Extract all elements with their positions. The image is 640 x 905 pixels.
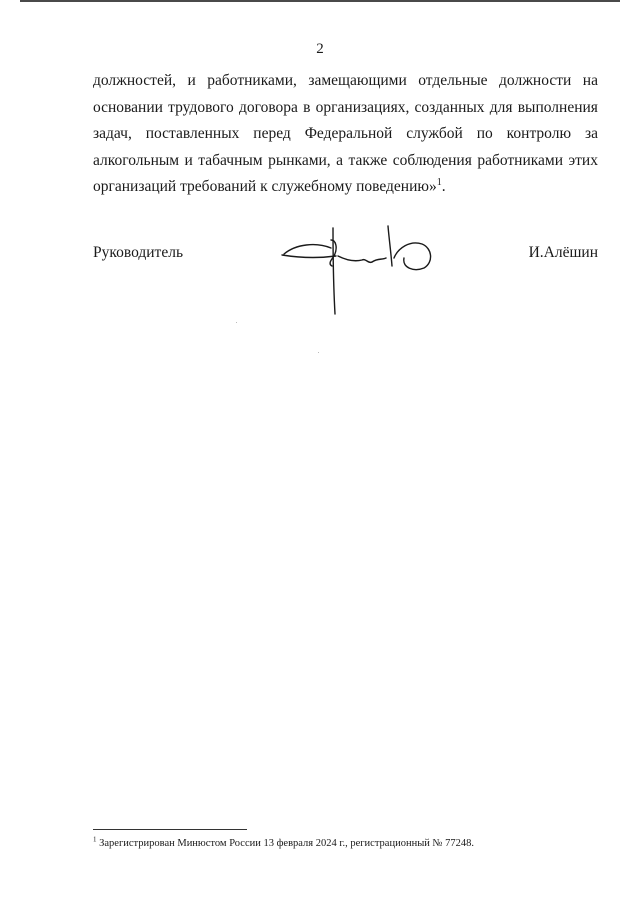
footnote <box>93 835 475 849</box>
body-word: трудового <box>168 98 234 116</box>
body-word: работниками, <box>207 72 297 89</box>
footnote-separator <box>93 829 247 830</box>
body-word: также <box>348 151 388 169</box>
body-word: этих <box>568 151 598 169</box>
body-word: основании <box>93 98 163 116</box>
body-word: и <box>187 72 196 89</box>
body-word: для <box>489 98 513 116</box>
body-word: и <box>184 151 193 169</box>
body-end-punct: . <box>441 178 446 195</box>
scan-speck <box>318 352 319 353</box>
body-word: на <box>582 72 598 89</box>
body-word: за <box>584 125 598 142</box>
page-number: 2 <box>316 41 324 57</box>
page-top-edge <box>20 0 620 2</box>
body-word: замещающими <box>308 72 407 89</box>
body-word: поставленных <box>145 125 240 142</box>
body-word: контролю <box>506 125 572 142</box>
footnote-reference: 1 <box>436 176 442 188</box>
body-line-3 <box>93 121 598 148</box>
body-line-2 <box>93 95 598 122</box>
body-word: выполнения <box>517 98 598 116</box>
body-word: в <box>303 98 311 116</box>
body-word: рынками, <box>268 151 331 169</box>
body-word: табачным <box>198 151 263 169</box>
signatory-title: Руководитель <box>93 244 184 261</box>
body-line-1 <box>93 68 598 95</box>
body-word: отдельные <box>418 72 488 89</box>
body-word: алкогольным <box>93 151 180 169</box>
footnote-text: Зарегистрирован Минюстом России 13 февраля 2024 г., регистрационный № 77248. <box>96 838 475 849</box>
body-line-5-text: организаций требований к служебному поведению» <box>93 178 437 195</box>
body-word: соблюдения <box>392 151 472 169</box>
signatory-name: И.Алёшин <box>528 244 598 261</box>
body-word: работниками <box>477 151 564 169</box>
body-word: созданных <box>414 98 485 116</box>
body-word: договора <box>238 98 298 116</box>
body-word: а <box>336 151 344 169</box>
body-word: задач, <box>93 125 132 142</box>
scan-speck <box>236 322 237 323</box>
body-line-5 <box>93 174 598 201</box>
body-word: Федеральной <box>304 125 393 142</box>
footnote-marker: 1 <box>93 835 97 844</box>
body-word: перед <box>253 125 291 142</box>
body-word: должности <box>499 72 572 89</box>
body-word: должностей, <box>93 72 177 89</box>
body-paragraph <box>93 68 598 201</box>
body-word: службой <box>406 125 463 142</box>
body-word: по <box>476 125 493 142</box>
body-line-4 <box>93 148 598 175</box>
handwritten-signature <box>276 218 441 318</box>
body-word: организациях, <box>315 98 410 116</box>
